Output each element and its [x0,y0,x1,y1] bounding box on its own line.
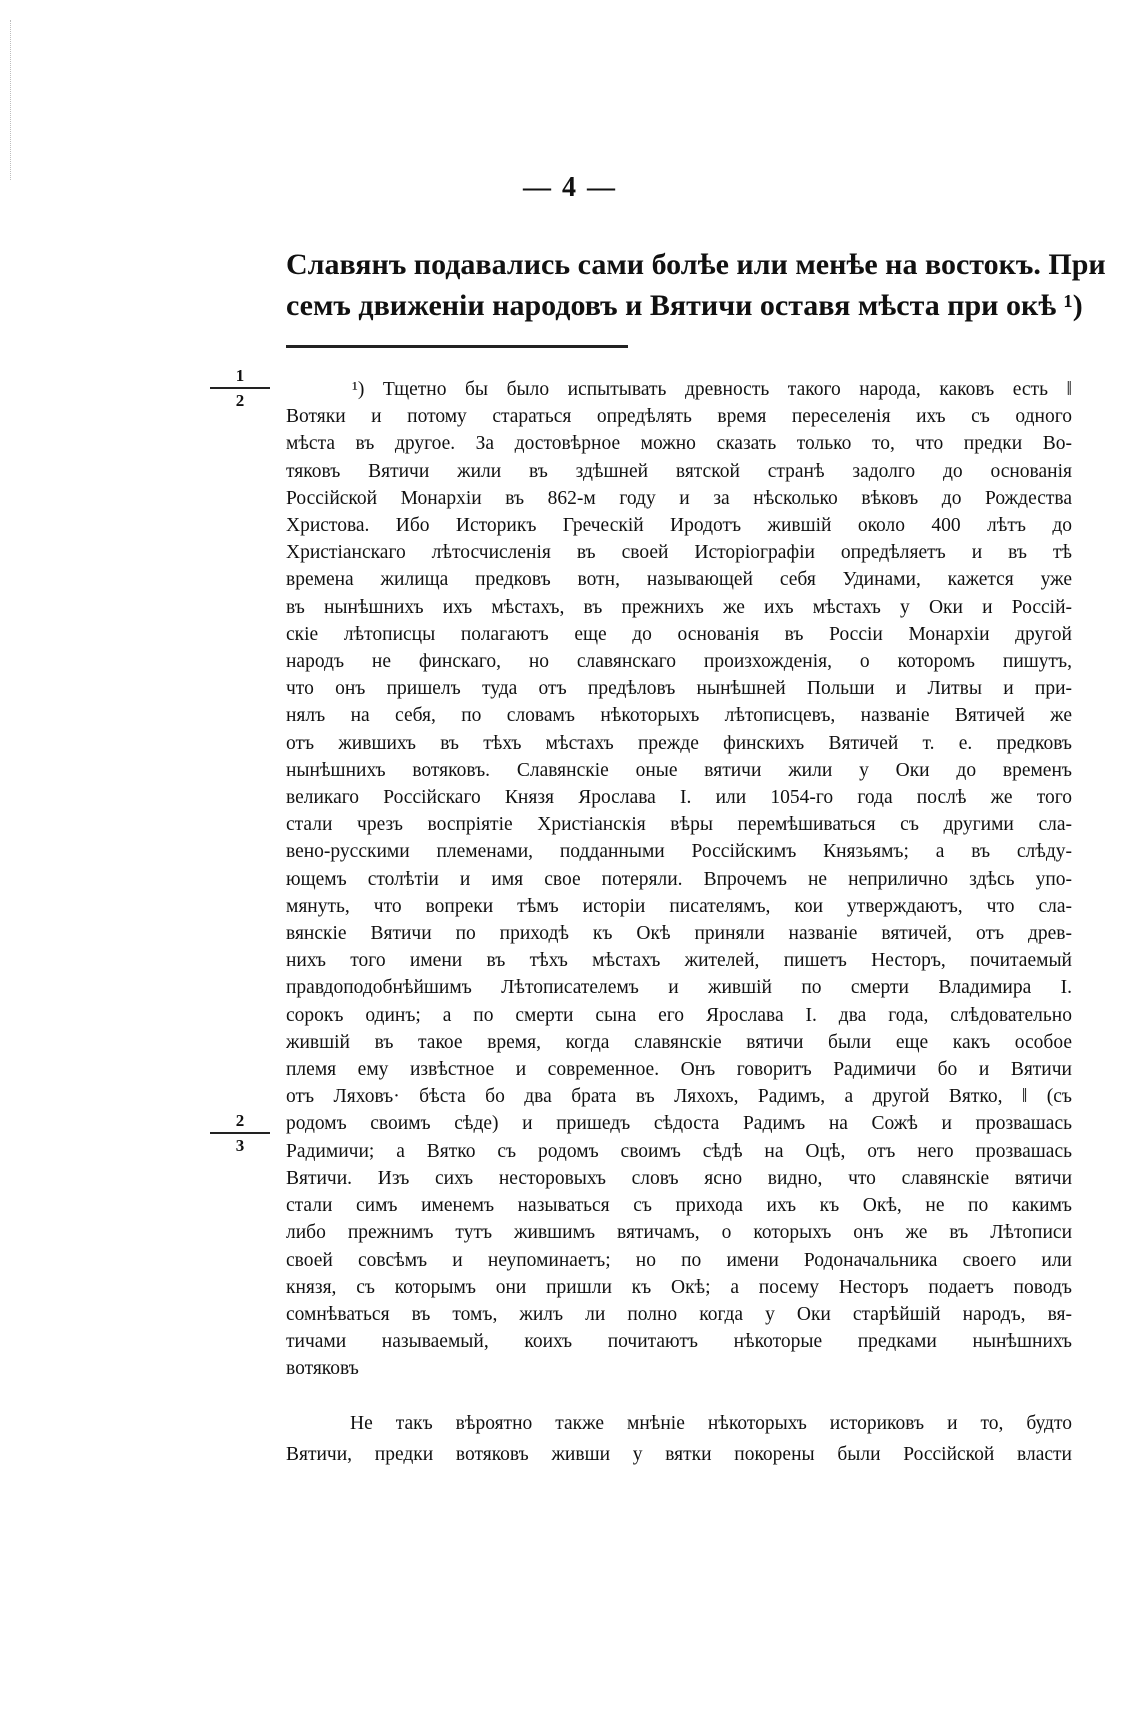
footnote-line: тичами называемый, коихъ почитаютъ нѣкоторые предками нынѣшнихъ [286,1331,1072,1353]
marker-top-number: 2 [235,1111,245,1130]
marker-bar [210,387,270,389]
footnote-line: вено-русскими племенами, подданными Россійскимъ Князьямъ; а въ слѣду- [286,841,1072,863]
footnote-line: родомъ своимъ сѣде) и пришедъ сѣдоста Радимъ на Сожѣ и прозвашась [286,1113,1072,1135]
footnote-line: Христіанскаго лѣтосчисленія въ своей Исторіографіи опредѣляетъ и въ тѣ [286,542,1072,564]
page-number: — 4 — [523,172,617,203]
marker-top-number: 1 [235,366,245,385]
footnote-line: вотяковъ [286,1358,359,1380]
footnote-line: Вятичи. Изъ сихъ несторовыхъ словъ ясно видно, что славянскіе вятичи [286,1167,1072,1189]
footnote-line: мѣста въ другое. За достовѣрное можно сказать только то, что предки Во- [286,433,1072,455]
footnote-line: времена жилища предковъ вотн, называющей себя Удинами, кажется уже [286,569,1072,591]
body-paragraph [286,1408,1072,1470]
footnote-line: отъ Ляховъ· бѣста бо два брата въ Ляхохъ, Радимъ, а другой Вятко, ‖ (съ [286,1086,1072,1108]
footnote-line: ющемъ столѣтіи и имя свое потеряли. Впрочемъ не неприлично здѣсь упо- [286,868,1072,890]
footnote-line: ¹) Тщетно бы было испытывать древность такого народа, каковъ есть ‖ [352,379,1072,400]
footnote-line: правдоподобнѣйшимъ Лѣтописателемъ и жившій по смерти Владимира I. [286,977,1072,999]
main-text [286,244,1106,326]
footnote-line: нялъ на себя, по словамъ нѣкоторыхъ лѣтописцевъ, названіе Вятичей же [286,705,1072,727]
footnote-line: племя ему извѣстное и современное. Онъ говоритъ Радимичи бо и Вятичи [286,1059,1072,1081]
footnote-line: князя, съ которымъ они пришли къ Окѣ; а посему Несторъ подаетъ поводъ [286,1276,1072,1298]
main-text-line: Славянъ подавались сами болѣе или менѣе на востокъ. При [286,248,1106,281]
body-paragraph-line: Не такъ вѣроятно также мнѣніе нѣкоторыхъ историковъ и то, будто [350,1413,1072,1434]
page-break-marker-2-3 [210,1111,270,1156]
footnote-line: что онъ пришелъ туда отъ предѣловъ нынѣшней Польши и Литвы и при- [286,678,1072,700]
footnote-line: сорокъ одинъ; а по смерти сына его Ярослава I. два года, слѣдовательно [286,1004,1072,1026]
footnote-line: мянуть, что вопреки тѣмъ исторіи писателямъ, кои утверждаютъ, что сла- [286,895,1072,917]
footnote-separator-rule [286,345,628,348]
marker-bar [210,1132,270,1134]
footnote-line: стали чрезъ воспріятіе Христіанскія вѣры перемѣшиваться съ другими сла- [286,814,1072,836]
footnote-line: въ нынѣшнихъ ихъ мѣстахъ, въ прежнихъ же ихъ мѣстахъ у Оки и Россій- [286,596,1072,618]
scan-edge-marks [10,20,17,180]
footnote-line: народъ не финскаго, но славянскаго произхожденія, о которомъ пишутъ, [286,651,1072,673]
footnote-line: нынѣшнихъ вотяковъ. Славянскіе оные вятичи жили у Оки до временъ [286,759,1072,781]
footnote-line: Вотяки и потому стараться опредѣлять время переселенія ихъ съ одного [286,406,1072,428]
footnote-line: вянскіе Вятичи по приходѣ къ Окѣ приняли названіе вятичей, отъ древ- [286,923,1072,945]
footnote-line: нихъ того имени въ тѣхъ мѣстахъ жителей, пишетъ Несторъ, почитаемый [286,950,1072,972]
footnote-line: отъ жившихъ въ тѣхъ мѣстахъ прежде финскихъ Вятичей т. е. предковъ [286,732,1072,754]
footnote-line: скіе лѣтописцы полагаютъ еще до основанія въ Россіи Монархіи другой [286,623,1072,645]
footnote-line: стали симъ именемъ называться съ прихода ихъ къ Окѣ, не по какимъ [286,1195,1072,1217]
marker-bottom-number: 3 [235,1136,245,1155]
footnote-line: Христова. Ибо Историкъ Греческій Иродотъ жившій около 400 лѣтъ до [286,515,1072,537]
footnote-line: своей совсѣмъ и неупоминаетъ; но по имени Родоначальника своего или [286,1249,1072,1271]
footnote [286,376,1072,1383]
footnote-line: жившій въ такое время, когда славянскіе вятичи были еще какъ особое [286,1031,1072,1053]
page-break-marker-1-2 [210,366,270,411]
marker-bottom-number: 2 [235,391,245,410]
footnote-line: тяковъ Вятичи жили въ здѣшней вятской странѣ задолго до основанія [286,460,1072,482]
footnote-line: сомнѣваться въ томъ, жилъ ли полно когда у Оки старѣйшій народъ, вя- [286,1303,1072,1325]
footnote-line: либо прежнимъ тутъ жившимъ вятичамъ, о которыхъ онъ же въ Лѣтописи [286,1222,1072,1244]
footnote-line: великаго Россійскаго Князя Ярослава I. или 1054-го года послѣ же того [286,787,1072,809]
footnote-line: Россійской Монархіи въ 862-м году и за нѣсколько вѣковъ до Рождества [286,487,1072,509]
footnote-line: Радимичи; а Вятко съ родомъ своимъ сѣдѣ на Оцѣ, отъ него прозвашась [286,1140,1072,1162]
body-paragraph-line: Вятичи, предки вотяковъ живши у вятки покорены были Россійской власти [286,1444,1072,1465]
main-text-line: семъ движеніи народовъ и Вятичи оставя мѣста при окѣ ¹) [286,289,1083,322]
